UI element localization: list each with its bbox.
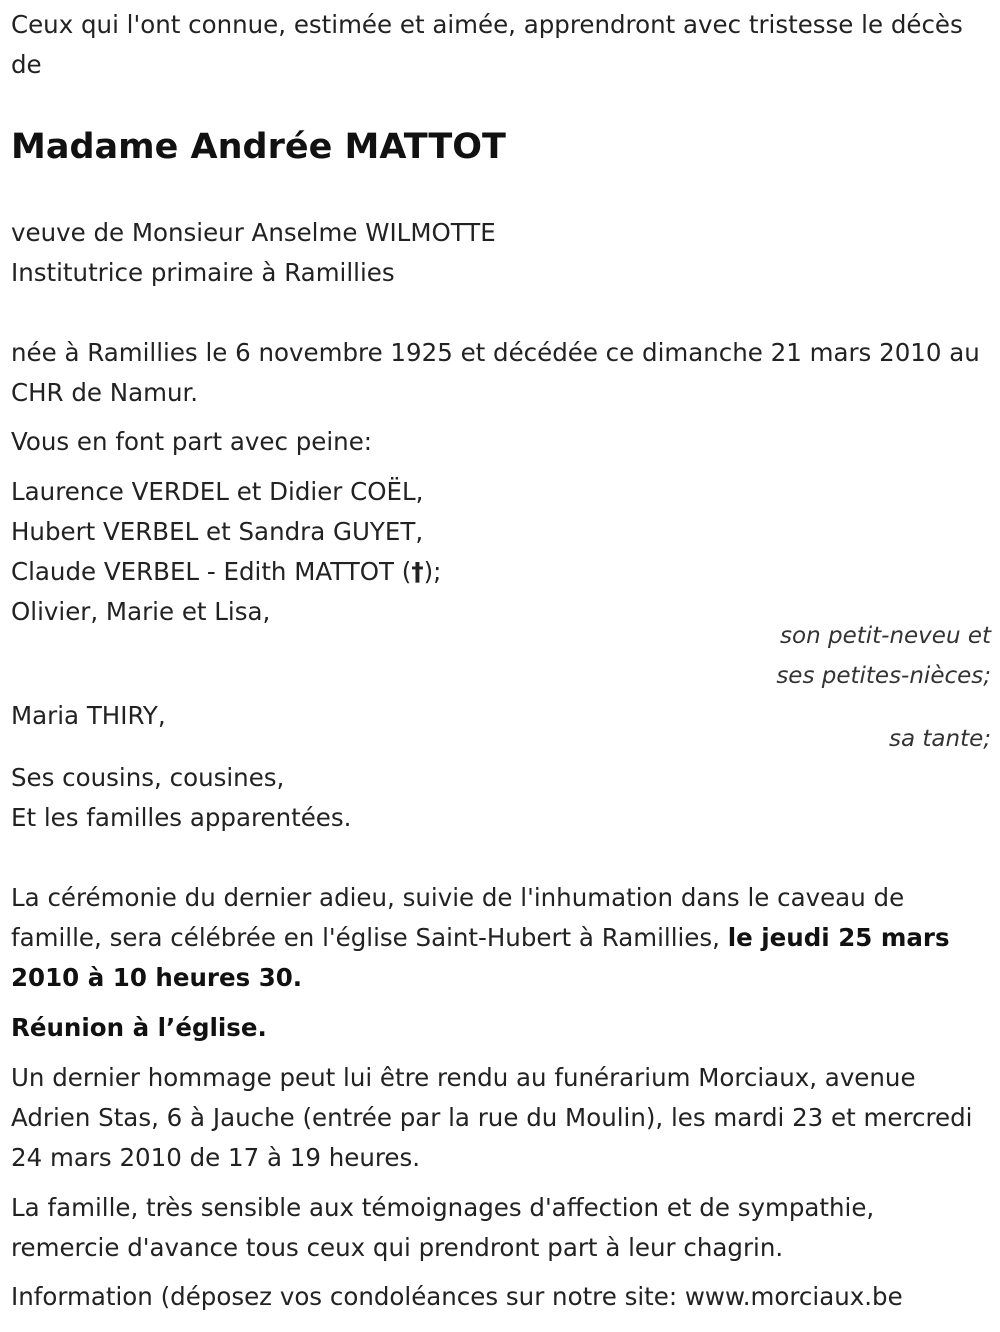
family-line-3-text: Claude VERBEL - Edith MATTOT ( [11, 557, 412, 586]
cousins-text: Ses cousins, cousines, [11, 763, 285, 792]
ceremony-date: le jeudi 25 mars 2010 à 10 heures 30. [11, 923, 950, 992]
meeting-text: Réunion à l’église. [11, 1013, 267, 1042]
aunt-name: Maria THIRY, [11, 701, 166, 730]
announce-text: Vous en font part avec peine: [11, 427, 373, 456]
tribute-text: Un dernier hommage peut lui être rendu au funérarium Morciaux, avenue Adrien Stas, 6 à Jauche (entrée par la rue du Moulin), les mardi 23 et mercredi 24 mars 2010 de 17 à 19 heures. [11, 1063, 973, 1172]
relation-grandnephew: son petit-neveu et [780, 623, 991, 649]
family-line-3-suffix: ); [423, 557, 442, 586]
profession-text: Institutrice primaire à Ramillies [11, 258, 395, 287]
ceremony-text [11, 878, 986, 998]
cross-icon: † [411, 557, 424, 586]
family-line-2: Hubert VERBEL et Sandra GUYET, [11, 517, 424, 546]
relation-grandnieces: ses petites-nièces; [776, 663, 991, 689]
family-line-4: Olivier, Marie et Lisa, [11, 597, 271, 626]
family-line-1: Laurence VERDEL et Didier COËL, [11, 477, 424, 506]
family-line-3 [11, 552, 441, 592]
relation-aunt: sa tante; [889, 726, 991, 752]
info-text: Information (déposez vos condoléances sur notre site: www.morciaux.be [11, 1282, 903, 1311]
birth-death-text: née à Ramillies le 6 novembre 1925 et décédée ce dimanche 21 mars 2010 au CHR de Namur. [11, 338, 980, 407]
widow-of-text: veuve de Monsieur Anselme WILMOTTE [11, 218, 496, 247]
deceased-name: Madame Andrée MATTOT [11, 127, 506, 167]
families-text: Et les familles apparentées. [11, 803, 352, 832]
intro-text: Ceux qui l'ont connue, estimée et aimée, apprendront avec tristesse le décès de [11, 10, 963, 79]
thanks-text: La famille, très sensible aux témoignages d'affection et de sympathie, remercie d'avance tous ceux qui prendront part à leur chagrin. [11, 1193, 875, 1262]
ceremony-description: La cérémonie du dernier adieu, suivie de l'inhumation dans le caveau de famille, sera célébrée en l'église Saint-Hubert à Ramillies, [11, 883, 905, 952]
